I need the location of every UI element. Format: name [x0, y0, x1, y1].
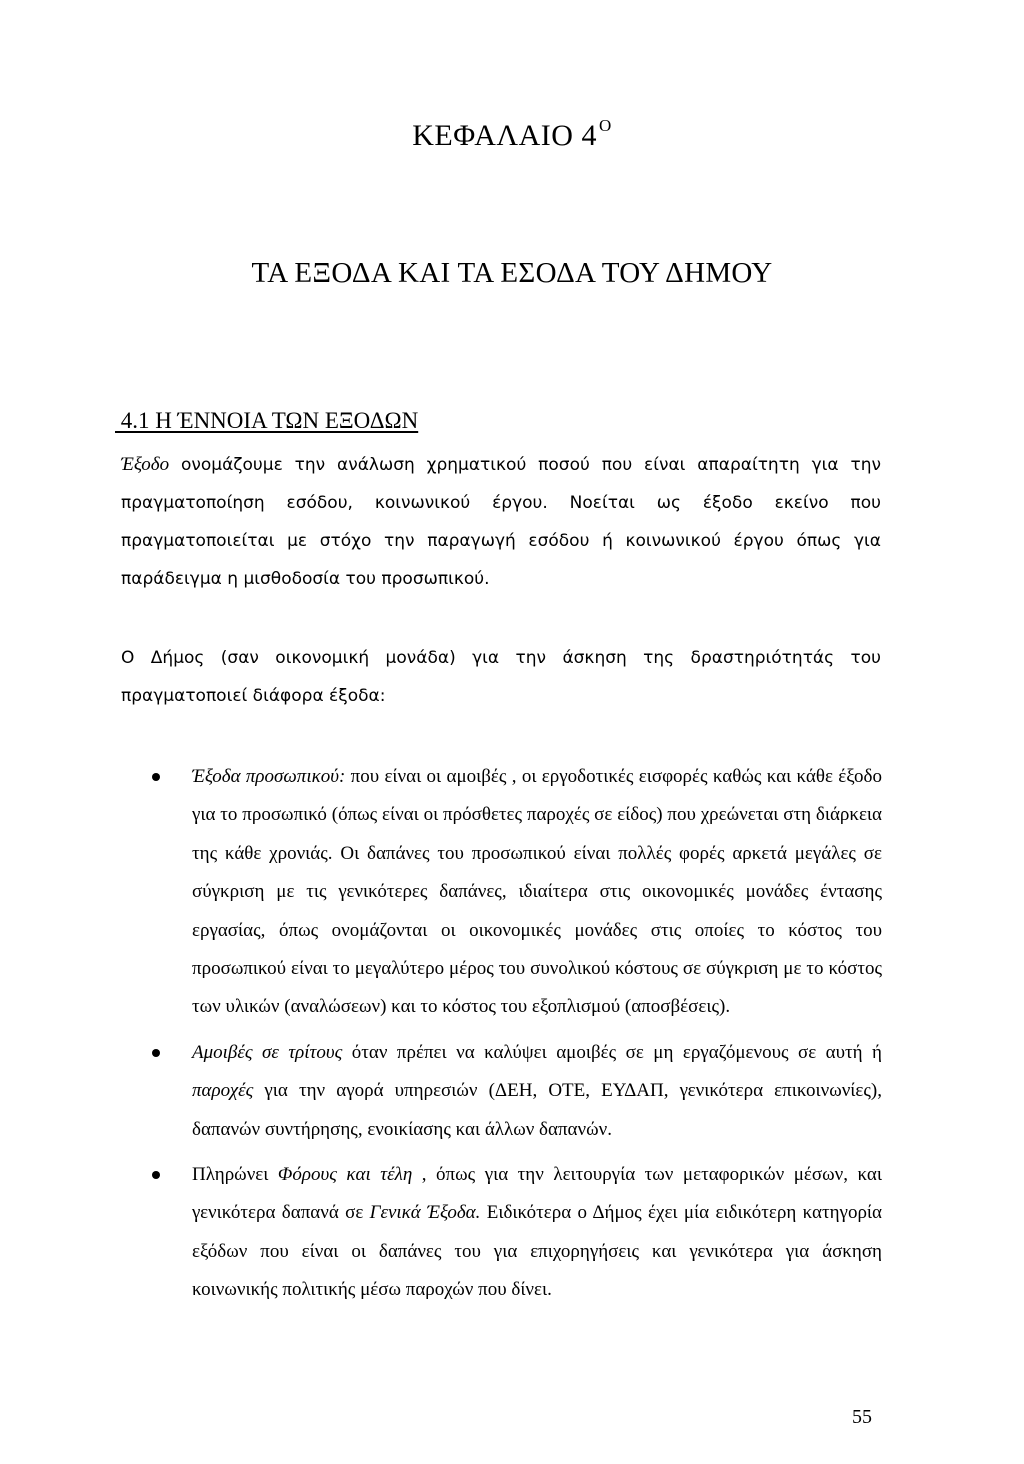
expense-list	[152, 758, 882, 1310]
bullet-term: Αμοιβές σε τρίτους	[192, 1041, 343, 1063]
chapter-superscript: Ο	[598, 116, 612, 135]
bullet-lead: Πληρώνει	[192, 1164, 278, 1186]
section-heading: 4.1 Η ΈΝΝΟΙΑ ΤΩΝ ΕΞΟΔΩΝ	[115, 408, 419, 433]
bullet-text-continued: Ειδικότερα ο Δήμος έχει μία ειδικότερη κατηγορία εξόδων που είναι οι δαπάνες του για επιχορηγήσεις και γενικότερα για άσκηση κοινωνικής πολιτικής μέσω παροχών που δίνει.	[192, 1202, 882, 1301]
bullet-icon	[152, 1171, 160, 1179]
bullet-term-secondary: Γενικά Έξοδα.	[369, 1202, 481, 1224]
definition-paragraph	[121, 446, 881, 598]
list-item	[152, 1034, 882, 1149]
bullet-term-secondary: παροχές	[192, 1080, 254, 1102]
bullet-text: που είναι οι αμοιβές , οι εργοδοτικές εισφορές καθώς και κάθε έξοδο για το προσωπικό (όπως είναι οι πρόσθετες παροχές σε είδος) που χρεώνεται στη διάρκεια της κάθε χρονιάς. Οι δαπάνες του προσωπικού είναι πολλές φορές αρκετά μεγάλες σε σύγκριση με τις γενικότερες δαπάνες, ιδιαίτερα στις οικονομικές μονάδες έντασης εργασίας, όπως ονομάζονται οι οικονομικές μονάδες στις οποίες το κόστος του προσωπικού είναι το μεγαλύτερο μέρος του συνολικού κόστους σε σύγκριση με το κόστος των υλικών (αναλώσεων) και το κόστος του εξοπλισμού (αποσβέσεις).	[192, 766, 882, 1018]
intro-paragraph: Ο Δήμος (σαν οικονομική μονάδα) για την άσκηση της δραστηριότητάς του πραγματοποιεί διάφορα έξοδα:	[121, 648, 881, 706]
list-item	[152, 1156, 882, 1310]
definition-text: ονομάζουμε την ανάλωση χρηματικού ποσού που είναι απαραίτητη για την πραγματοποίηση εσόδου, κοινωνικού έργου. Νοείται ως έξοδο εκείνο που πραγματοποιείται με στόχο την παραγωγή εσόδου ή κοινωνικού έργου όπως για παράδειγμα η μισθοδοσία του προσωπικού.	[121, 455, 881, 589]
definition-term: Έξοδο	[121, 454, 170, 475]
bullet-icon	[152, 1049, 160, 1057]
list-item	[152, 758, 882, 1027]
chapter-heading	[0, 116, 1024, 153]
bullet-term: Φόρους και τέλη	[277, 1164, 413, 1186]
bullet-text: , όπως για την λειτουργία των μεταφορικών μέσων, και γενικότερα δαπανά σε	[192, 1164, 882, 1224]
bullet-text: όταν πρέπει να καλύψει αμοιβές σε μη εργαζόμενους σε αυτή ή	[342, 1041, 882, 1063]
bullet-term: Έξοδα προσωπικού:	[192, 766, 346, 787]
bullet-text-continued: για την αγορά υπηρεσιών (ΔΕΗ, ΟΤΕ, ΕΥΔΑΠ, γενικότερα επικοινωνίες), δαπανών συντήρησης, ενοικίασης και άλλων δαπανών.	[192, 1080, 882, 1140]
page-number: 55	[852, 1406, 872, 1428]
chapter-label: ΚΕΦΑΛΑΙΟ 4	[412, 119, 597, 152]
bullet-icon	[152, 773, 160, 781]
page-title: ΤΑ ΕΞΟΔΑ ΚΑΙ ΤΑ ΕΣΟΔΑ ΤΟΥ ΔΗΜΟΥ	[251, 257, 773, 289]
